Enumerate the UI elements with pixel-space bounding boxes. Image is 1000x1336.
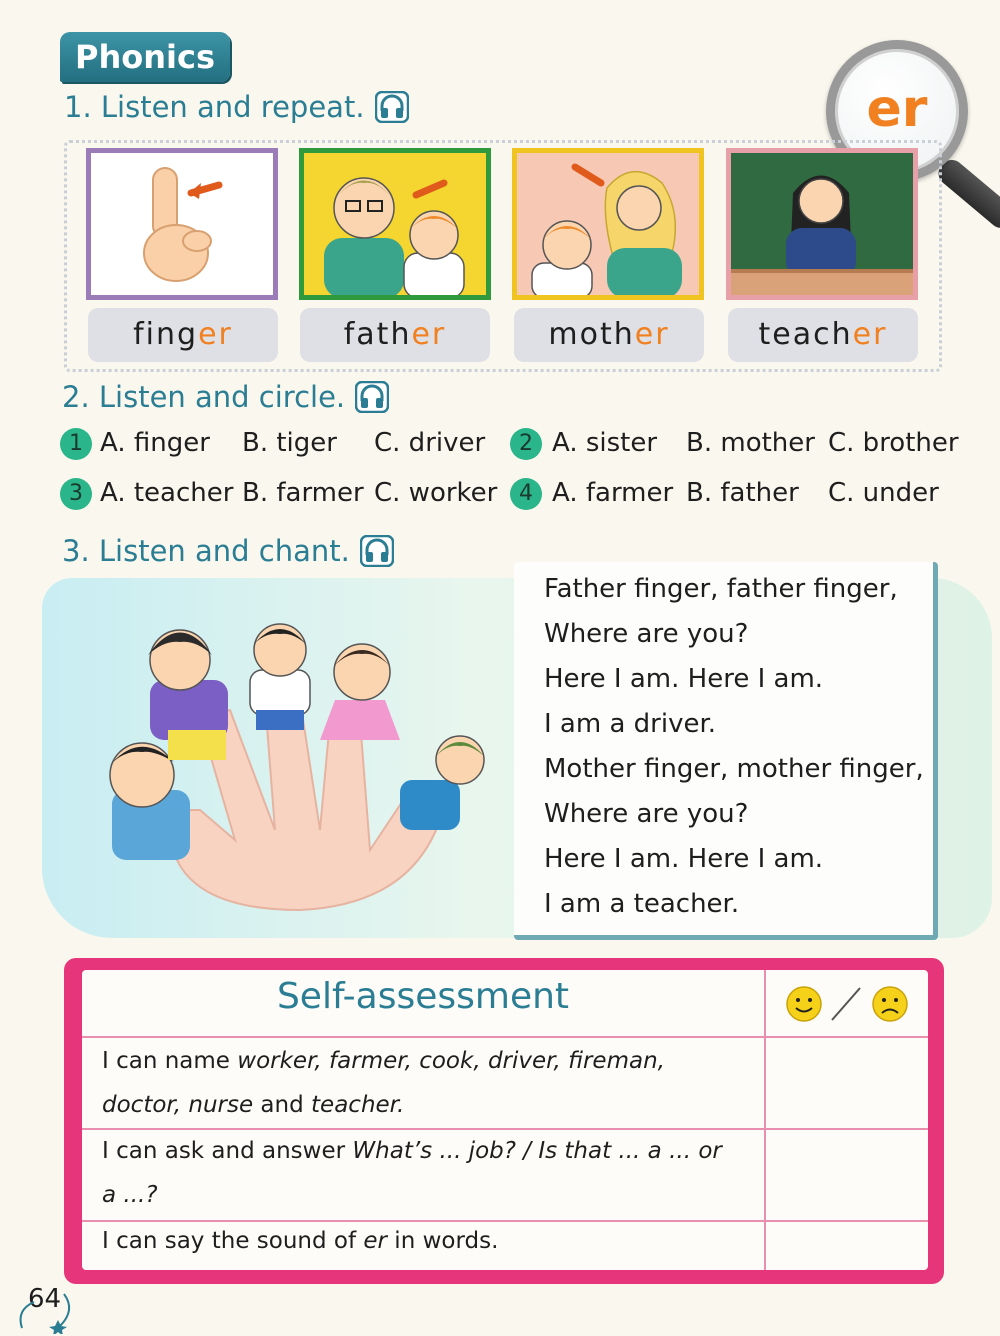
row-text: and	[253, 1092, 312, 1118]
option-4b[interactable]: B. father	[686, 478, 799, 508]
word-suffix-er: er	[198, 317, 233, 352]
word-teacher	[728, 308, 918, 362]
row-text: in words.	[387, 1228, 499, 1254]
word-base: fing	[133, 317, 199, 352]
chant-line-1: Father finger, father finger,	[544, 574, 898, 604]
option-4a[interactable]: A. farmer	[552, 478, 674, 508]
row-text-italic: doctor, nurse	[102, 1092, 254, 1118]
row-text: I can name	[102, 1048, 238, 1074]
option-1b[interactable]: B. tiger	[242, 428, 337, 458]
chant-line-7: Here I am. Here I am.	[544, 844, 824, 874]
word-finger	[88, 308, 278, 362]
picture-finger	[86, 148, 278, 300]
table-divider-vertical	[764, 970, 766, 1270]
teacher-illustration	[731, 153, 913, 295]
assessment-row3	[102, 1228, 498, 1254]
item-number-4: 4	[510, 478, 542, 510]
page-number: 64	[28, 1284, 62, 1314]
finger-puppets-illustration	[50, 610, 510, 920]
item-number-3: 3	[60, 478, 92, 510]
slash-divider	[832, 988, 860, 1020]
word-father	[300, 308, 490, 362]
word-base: moth	[548, 317, 635, 352]
chant-line-5: Mother finger, mother finger,	[544, 754, 924, 784]
headphones-icon[interactable]	[375, 91, 409, 123]
sad-face-icon[interactable]	[873, 987, 907, 1021]
magnifier-handle	[934, 155, 1000, 233]
smiley-face-icon[interactable]	[787, 987, 821, 1021]
picture-father	[299, 148, 491, 300]
row-text: I can say the sound of	[102, 1228, 364, 1254]
headphones-icon[interactable]	[360, 535, 394, 567]
mother-illustration	[517, 153, 699, 295]
word-mother	[514, 308, 704, 362]
section3-title-text: 3. Listen and chant.	[62, 534, 350, 568]
option-1c[interactable]: C. driver	[374, 428, 486, 458]
self-assessment-title: Self-assessment	[276, 976, 570, 1017]
row-text-italic: What’s ... job? / Is that ... a ... or	[352, 1138, 722, 1164]
section2-title	[62, 380, 389, 414]
table-divider	[82, 1036, 928, 1038]
option-2c[interactable]: C. brother	[828, 428, 959, 458]
table-divider	[82, 1128, 928, 1130]
row-text-italic: a ...?	[102, 1182, 158, 1208]
option-3a[interactable]: A. teacher	[100, 478, 234, 508]
section2-title-text: 2. Listen and circle.	[62, 380, 346, 414]
item-number-2: 2	[510, 428, 542, 460]
picture-teacher	[726, 148, 918, 300]
row-text-italic: teacher.	[311, 1092, 405, 1118]
word-suffix-er: er	[411, 317, 447, 352]
page-corner-swirl-icon	[14, 1290, 78, 1334]
table-divider	[82, 1220, 928, 1222]
assessment-row1-line2	[102, 1092, 404, 1118]
rating-faces	[784, 984, 914, 1024]
option-3c[interactable]: C. worker	[374, 478, 498, 508]
option-1a[interactable]: A. finger	[100, 428, 210, 458]
finger-illustration	[91, 153, 273, 295]
chant-line-2: Where are you?	[544, 619, 749, 649]
chant-line-8: I am a teacher.	[544, 889, 740, 919]
option-2b[interactable]: B. mother	[686, 428, 815, 458]
chant-line-3: Here I am. Here I am.	[544, 664, 824, 694]
section1-title-text: 1. Listen and repeat.	[64, 90, 365, 124]
option-3b[interactable]: B. farmer	[242, 478, 364, 508]
chant-line-6: Where are you?	[544, 799, 749, 829]
picture-mother	[512, 148, 704, 300]
section1-title	[64, 90, 409, 124]
assessment-row1-line1	[102, 1048, 665, 1074]
chant-line-4: I am a driver.	[544, 709, 717, 739]
headphones-icon[interactable]	[355, 381, 389, 413]
word-suffix-er: er	[634, 317, 670, 352]
word-suffix-er: er	[852, 317, 888, 352]
assessment-row2-line2	[102, 1182, 158, 1208]
option-4c[interactable]: C. under	[828, 478, 939, 508]
section3-title	[62, 534, 394, 568]
word-base: teach	[758, 317, 853, 352]
option-2a[interactable]: A. sister	[552, 428, 658, 458]
assessment-row2-line1	[102, 1138, 722, 1164]
item-number-1: 1	[60, 428, 92, 460]
row-text-italic: er	[363, 1228, 387, 1254]
row-text: I can ask and answer	[102, 1138, 353, 1164]
focus-sound: er	[866, 79, 928, 139]
father-illustration	[304, 153, 486, 295]
row-text-italic: worker, farmer, cook, driver, fireman,	[237, 1048, 665, 1074]
word-base: fath	[343, 317, 412, 352]
phonics-badge: Phonics	[60, 32, 230, 82]
